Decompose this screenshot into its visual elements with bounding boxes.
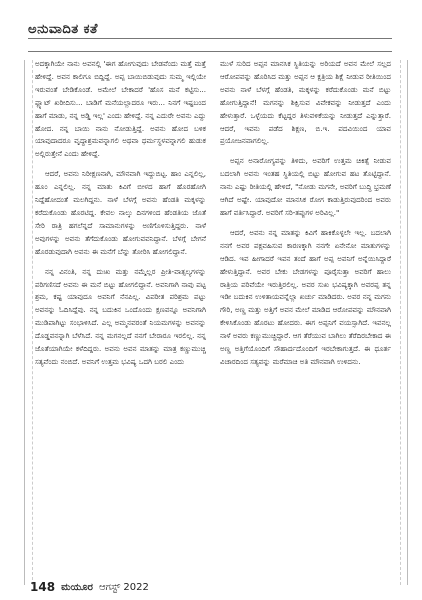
right-column xyxy=(220,58,391,578)
page-footer xyxy=(30,577,149,597)
page-number: 148 xyxy=(30,580,56,594)
paragraph: ಮುಳೆ ಸುರಿದ ಅಪ್ಪನ ಮಾನಸಿಕ ಸ್ಥಿತಿಯನ್ನು ಅರಿಯದೆ ಅವನ ಮೇಲೆ ಸಲ್ಲದ ಆರೋಪವನ್ನು ಹೊರಿಸಿದ ಮತ್ತು ಅಪ್ಪನ ಆ ಕ್ಷತ್ರಿಯ ಶಿಕ್ಷೆ ನೀಡುವ ರೀತಿಯಿಂದ ಅವನು ನಾಳೆ ಬೆಳಗ್ಗೆ ಹೆಂಡತಿ, ಮಕ್ಕಳನ್ನು ಕರೆದುಕೊಂಡು ಮನೆ ಬಿಟ್ಟು ಹೋಗುತ್ತಿದ್ದಾನೆ! ಮಗನನ್ನು ಶಿಕ್ಷಿಸುವ ವಿವೇಕವನ್ನು ನೀಡುತ್ತದೆ ಎಂದು ಹೇಳುತ್ತಾರೆ. ಒಳ್ಳೆಯದು ಕೆಟ್ಟದ್ದರ ತಿಳುವಳಿಕೆಯನ್ನು ನೀಡುತ್ತದೆ ಎನ್ನುತ್ತಾರೆ. ಆದರೆ, ಇವನು ಪಡೆದ ಶಿಕ್ಷಣ, ಬಿ.ಇ. ಪದವಿಯಿಂದ ಯಾವ ಪ್ರಯೋಜನವಾಗಲಿಲ್ಲ. xyxy=(220,59,391,146)
right-margin-tape xyxy=(400,60,408,585)
paragraph: ಅದಕ್ಕಾಗಿಯೇ ನಾನು ಅವನಲ್ಲಿ 'ಈಗ ಹೋಗುವುದು ಬೇಡವೆಂದು ಮತ್ತೆ ಮತ್ತೆ ಹೇಳಿದ್ದೆ. ಅವನ ಕಾಲಿಗೂ ಬಿದ್ದಿದ್ದೆ. ಅಪ್ಪ ಬಾಯಿಬಿಡುವುದು ಸುಮ್ಮ ಇಲ್ಲಿಯೇ ಇರುವಂತೆ ಬೇಡಿಕೊಂಡೆ. ಅಮೇಲೆ ಬೇಕಾದರೆ 'ಹೊಸ ಮನೆ ಕಟ್ಟಿಸು... ಫ್ಲ್ಯಾಟ್ ಖರೀದಿಸು... ಬಾಡಿಗೆ ಮನೆಯಲ್ಲಾದರೂ ಇರು... ನಿನಗೆ ಇಷ್ಟಬಂದ ಹಾಗೆ ಮಾಡು, ನನ್ನ ಅಡ್ಡಿ ಇಲ್ಲ' ಎಂದು ಹೇಳಿದ್ದೆ. ನನ್ನ ಎದುರೇ ಅವನು ಎದ್ದು ಹೋದ. ನನ್ನ ಬಾಯಿ ನಾನು ನೋಡುತ್ತಿದ್ದೆ. ಅವನು ಹೋದ ಬಳಿಕ ಯಾವುದಾದರೂ ವೃದ್ಧಾಶ್ರಮವನ್ನಾಗಲಿ ಅಥವಾ ಧರ್ಮಸ್ಥಳವನ್ನಾಗಲಿ ಹುಡುಕ ಅಲ್ಲಿರುತ್ತೇನೆ ಎಂದು ಹೇಳಿದ್ದೆ. xyxy=(35,59,206,159)
header-rule xyxy=(28,38,392,52)
left-column xyxy=(35,58,206,578)
paragraph: ಅಪ್ಪನ ಅನಾರೋಗ್ಯವನ್ನು ತಿಳಿದು, ಅವರಿಗೆ ಉತ್ತಮ ಚಿಕಿತ್ಸೆ ನೀಡುವ ಬದಲಾಗಿ ಅವನು ಇಂತಹ ಸ್ಥಿತಿಯಲ್ಲಿ ಬಿಟ್ಟು ಹೋಗುವ ಹಟ ತೊಟ್ಟಿದ್ದಾನೆ. ನಾನು ಎಷ್ಟು ರೀತಿಯಲ್ಲಿ ಹೇಳಿದೆ, "ನೋಡು ಮಗನೇ, ಅವರಿಗೆ ಬುದ್ಧಿ ಭ್ರಮಣೆ ಆಗಿದೆ ಅಷ್ಟೇ. ಯಾವುದೋ ಮಾನಸಿಕ ರೋಗ ಕಾಡುತ್ತಿರುವುದರಿಂದ ಅವರು ಹಾಗೆ ವರ್ತಿಸಿದ್ದಾರೆ. ಅವರಿಗೆ ಸರಿ-ತಪ್ಪುಗಳ ಅರಿವಿಲ್ಲ." xyxy=(220,156,391,217)
magazine-name: ಮಯೂರ xyxy=(61,581,93,593)
section-title: ಅನುವಾದಿತ ಕತೆ xyxy=(28,22,104,37)
paragraph: ಆದರೆ, ಅವನು ನನ್ನ ಮಾತನ್ನು ಕಿವಿಗೆ ಹಾಕಿಕೊಳ್ಳಲೇ ಇಲ್ಲ. ಬದಲಾಗಿ ನನಗೆ ಅವರ ಪಕ್ಷವಹಿಸುವ ಕಾರಣಕ್ಕಾಗಿ ನನಗೇ ಏನೇನೋ ಮಾತುಗಳನ್ನು ಆಡಿದ. ಇವ ಹೀಗಾದರೆ ಇವನ ತಂದೆ ಹಾಗೆ ಅಪ್ಪ ಅವನಿಗೆ ಅನ್ನೆಯಿಸಿದ್ದಾರೆ ಹೇಳುತ್ತಿದ್ದಾನೆ. ಅವರ ಬೇಕು ಬೇಡಗಳನ್ನು ಪೂರೈಸುತ್ತಾ ಅವರಿಗೆ ಹಾಲು ರಾತ್ರಿಯ ಪರಿವೆಯೇ ಇರುತ್ತಿರಲಿಲ್ಲ. ಅವರ ಸುಖ ಭವಿಷ್ಯಕ್ಕಾಗಿ ಅವರಪ್ಪ ತನ್ನ ಇಡೀ ಬದುಕಿನ ಉಳಿತಾಯವನ್ನೆಲ್ಲಾ ಖರ್ಚು ಮಾಡಿದರು. ಅವರ ನನ್ನ ಮಗನು ಗೌರಿ, ಅಣ್ಣ ಮತ್ತು ಅತ್ತಿಗೆ ಅವನ ಮೇಲೆ ಮಾಡಿದ ಆರೋಪವನ್ನು ಮೌನವಾಗಿ ಕೇಳಿಸಿಕೊಂಡು ಹೊರಟು ಹೋದರು. ಈಗ ಅಪ್ಪನಿಗೆ ವಯಸ್ಸಾಗಿದೆ. ಇವನಲ್ಲ ನಾಳೆ ಅವರು ಕಣ್ಣುಮುಚ್ಚಿದ್ದಾರೆ. ಆಗ ತೆರೆಯುವ ಬಾಗಿಲು ತೆರೆದಿರಬೇಕಾದ ಈ ಅಣ್ಣ ಅತ್ತಿಗೆಯೊಂದಿಗೆ ಸೌಹಾರ್ದದೊಂದಿಗೆ ಇರಬೇಕಾಗುತ್ತದೆ. ಈ ಧೂರ್ತ ವಿಚಾರದಿಂದ ಸತ್ಯವನ್ನು ಮರೆಮಾಚಿ ಅತಿ ಮೌನವಾಗಿ ಉಳಿದನು. xyxy=(220,227,391,366)
paragraph: ನನ್ನ ವಿನಂತಿ, ನನ್ನ ದುಃಖ ಮತ್ತು ನಮ್ಮೆಲ್ಲರ ಪ್ರೀತಿ-ವಾತ್ಸಲ್ಯಗಳನ್ನು ಪರಿಗಣಿಸದೆ ಅವನು ಈ ಮನೆ ಬಿಟ್ಟು ಹೋಗಲಿದ್ದಾನೆ. ಅವನಿಗಾಗಿ ನಾವು ಪಟ್ಟ ಶ್ರಮ, ಕಷ್ಟ ಯಾವುದೂ ಅವನಿಗೆ ನೆನಪಿಲ್ಲ. ವಿಪರೀತ ಪರಿಶ್ರಮ ಪಟ್ಟು ಅವನನ್ನು ಓದಿಸಿದ್ದೆವು. ನನ್ನ ಬದುಕಿನ ಒಂದೊಂದು ಕ್ಷಣವನ್ನೂ ಅವನಿಗಾಗಿ ಮುಡಿಪಾಗಿಟ್ಟು ಸಂಭಾಳಿಸಿದೆ. ಎಲ್ಲ ಅಮ್ಮನವರಂತೆ ನಿಯಮಗಳನ್ನು ಅವನನ್ನು ದೊಡ್ಡವನನ್ನಾಗಿ ಬೆಳೆಸಿದೆ. ನನ್ನ ಮಗನಲ್ಲದೆ ನನಗೆ ಬೇರಾರೂ ಇರಲಿಲ್ಲ. ನನ್ನ ಜೊತೆಯಾಗಿಯೇ ಕಳೆದಿದ್ದರು. ಅವನು ಅವನ ಮಾತನ್ನು ಮಾತ್ರ ಕಣ್ಣುಮುಚ್ಚಿ ಸತ್ಯವೆಂದು ನಂಬಿದೆ. ಅವನಿಗೆ ಉತ್ತಮ ಭವಿಷ್ಯ ಒದಗಿ ಬರಲಿ ಎಂದು xyxy=(35,266,206,366)
paragraph: ಆದರೆ, ಅವನು ನಿರೀಕ್ಷಣನಾಗಿ, ಮೌನವಾಗಿ ಇದ್ದುಬಿಟ್ಟ. ಹಾಂ ಎನ್ನಲಿಲ್ಲ, ಹೂಂ ಎನ್ನಲಿಲ್ಲ. ನನ್ನ ಮಾತು ಕಿವಿಗೆ ಬೀಳದ ಹಾಗೆ ಹೊರಹೋಗಿ ನಿದ್ದೆಹೋದಂತೆ ಮಲಗಿದ್ದನು. ನಾಳೆ ಬೆಳಗ್ಗೆ ಅವನು ಹೆಂಡತಿ ಮಕ್ಕಳನ್ನು ಕರೆದುಕೊಂಡು ಹೊರಟಿದ್ದ. ಕೇವಲ ನಾಲ್ಕು ದಿನಗಳಿಂದ ಹೆಂಡತಿಯ ಜೊತೆ ಸೇರಿ ರಾತ್ರಿ ಹಗಲೆನ್ನದೆ ಸಾಮಾನುಗಳನ್ನು ಅಣಿಗೊಳಿಸುತ್ತಿದ್ದರು. ನಾಳೆ ಅವುಗಳನ್ನು ಅವನು ತೆಗೆದುಕೊಂಡು ಹೋಗುವವನಿದ್ದಾನೆ. ಬೆಳಗ್ಗೆ ಬೇಗನೆ ಹೊರಡುವುದಾಗಿ ಅವನು ಈ ಮನೆಗೆ ಬೆನ್ನು ತೋರಿಸಿ ಹೋಗಲಿದ್ದಾನೆ. xyxy=(35,169,206,256)
issue-date: ಆಗಸ್ಟ್ 2022 xyxy=(98,581,149,593)
left-margin-tape xyxy=(24,60,33,585)
